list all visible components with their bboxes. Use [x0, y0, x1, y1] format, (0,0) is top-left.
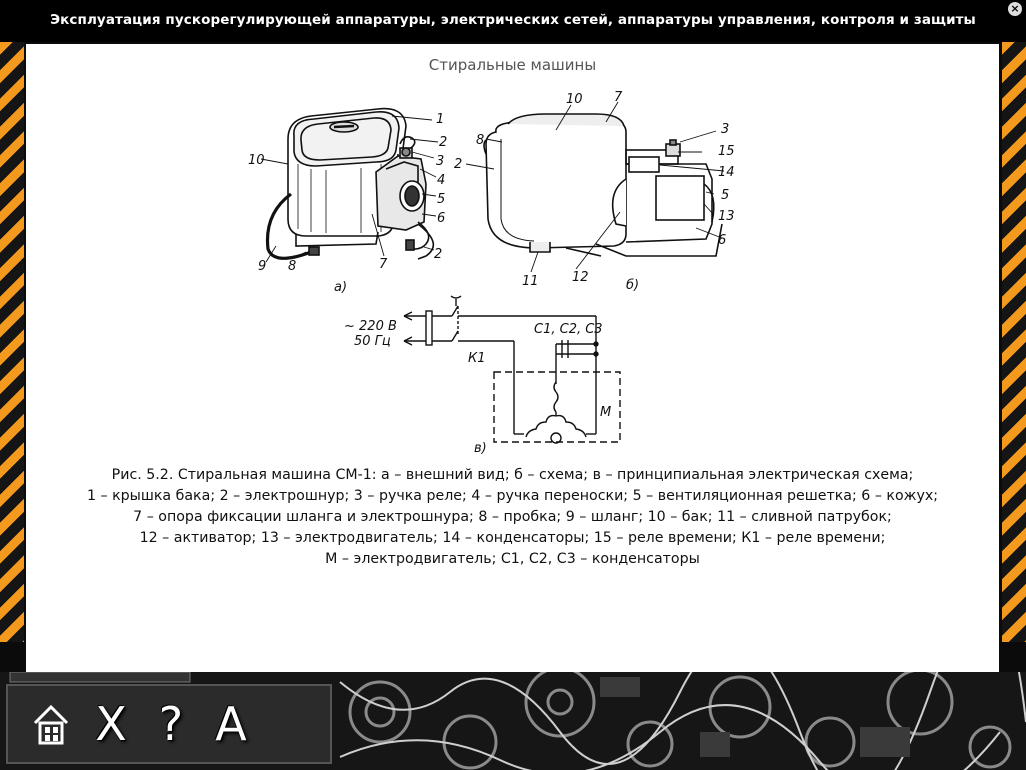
home-button[interactable] [26, 697, 76, 751]
view-a-drawing [267, 109, 433, 259]
caption-line: 1 – крышка бака; 2 – электрошнур; 3 – ручка реле; 4 – ручка переноски; 5 – вентиляционная решетка; 6 – кожух; [86, 488, 939, 504]
caption-line: Рис. 5.2. Стиральная машина СМ-1: а – внешний вид; б – схема; в – принципиальная электрическая схема; [111, 467, 914, 483]
caption-line: М – электродвигатель; С1, С2, С3 – конденсаторы [325, 551, 700, 567]
window-close-button[interactable]: × [1008, 2, 1022, 16]
label-b-6: 6 [718, 233, 727, 248]
exit-button[interactable] [86, 697, 136, 751]
caption-line: 12 – активатор; 13 – электродвигатель; 14 – конденсаторы; 15 – реле времени; К1 – реле времени; [139, 530, 886, 546]
circuit-voltage: ~ 220 В [344, 319, 397, 334]
label-a-3: 3 [436, 154, 445, 169]
circuit-motor-label: М [600, 405, 612, 420]
label-a-4: 4 [437, 173, 446, 188]
help-icon: ? [158, 697, 184, 751]
page-heading: Стиральные машины [428, 56, 597, 74]
label-b-13: 13 [718, 209, 735, 224]
label-a-5: 5 [437, 192, 446, 207]
label-b-12: 12 [572, 270, 589, 285]
label-a-10: 10 [248, 153, 265, 168]
label-b-3: 3 [721, 122, 730, 137]
label-b-15: 15 [718, 144, 735, 159]
close-icon: X [95, 697, 127, 751]
font-button[interactable] [206, 697, 256, 751]
circuit-capacitors-label: С1, С2, С3 [534, 322, 603, 337]
window-title: Эксплуатация пускорегулирующей аппаратуры, электрических сетей, аппаратуры управления, контроля и защиты [50, 12, 976, 28]
figure-washing-machine [26, 44, 999, 464]
label-a-8: 8 [288, 259, 297, 274]
label-b-8: 8 [476, 133, 485, 148]
window-title-bar [0, 0, 1026, 42]
figure-caption [26, 465, 999, 570]
subfigure-c-label: в) [474, 441, 487, 456]
help-button[interactable] [146, 697, 196, 751]
label-a-2b: 2 [434, 247, 443, 262]
font-icon: A [215, 697, 247, 751]
label-a-9: 9 [258, 259, 267, 274]
label-b-7: 7 [614, 90, 623, 105]
right-hazard-stripe [1002, 42, 1026, 642]
circuit-frequency: 50 Гц [354, 334, 391, 349]
label-b-2: 2 [454, 157, 463, 172]
label-a-7: 7 [379, 257, 388, 272]
caption-line: 7 – опора фиксации шланга и электрошнура; 8 – пробка; 9 – шланг; 10 – бак; 11 – сливной патрубок; [133, 509, 892, 525]
subfigure-a-label: а) [334, 280, 348, 295]
label-b-11: 11 [522, 274, 539, 289]
bottom-toolbar [6, 684, 332, 764]
label-b-10: 10 [566, 92, 583, 107]
circuit-relay-label: К1 [468, 351, 486, 366]
left-hazard-stripe [0, 42, 24, 642]
label-a-2: 2 [439, 135, 448, 150]
label-b-14: 14 [718, 165, 735, 180]
house-icon [31, 701, 71, 747]
label-b-5: 5 [721, 188, 730, 203]
label-a-6: 6 [437, 211, 446, 226]
subfigure-b-label: б) [626, 278, 640, 293]
circuit-diagram [404, 296, 620, 443]
label-a-1: 1 [436, 112, 445, 127]
content-panel [26, 44, 999, 672]
